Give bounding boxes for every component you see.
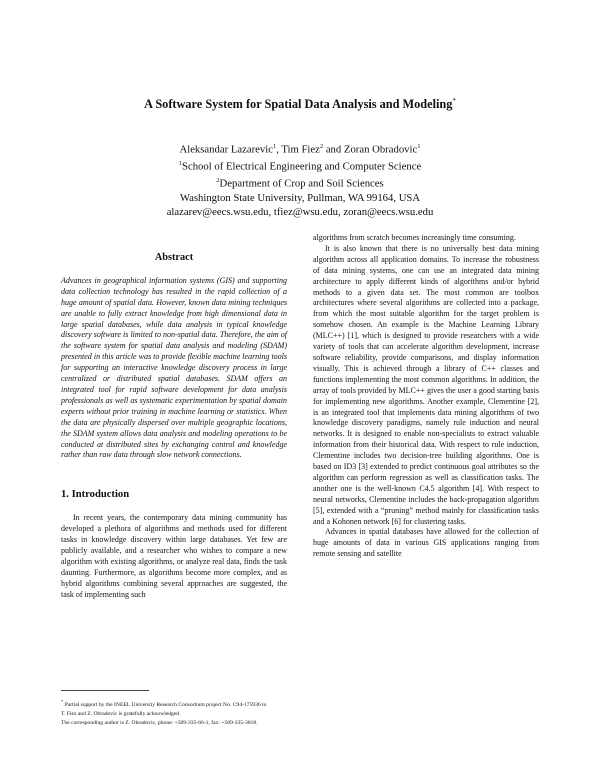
author-names <box>0 140 600 157</box>
introduction-heading: 1. Introduction <box>61 489 130 501</box>
author-emails: alazarev@eecs.wsu.edu, tfiez@wsu.edu, zoran@eecs.wsu.edu <box>166 205 434 218</box>
affiliation-1-text: School of Electrical Engineering and Computer Science <box>182 160 422 173</box>
footnote-line-1 <box>61 697 481 710</box>
university-address: Washington State University, Pullman, WA 99164, USA <box>179 191 421 204</box>
author-3-affiliation-mark: 1 <box>417 143 421 150</box>
abstract-heading: Abstract <box>154 252 194 263</box>
title-footnote-mark: * <box>452 97 456 105</box>
paper-title-text: A Software System for Spatial Data Analysis and Modeling <box>144 97 453 112</box>
affiliation-1-mark: 1 <box>178 159 183 167</box>
author-separator-1: , <box>276 143 282 156</box>
right-paragraph-3: Advances in spatial databases have allowed for the collection of huge amounts of data in various GIS applications ranging from remote sensing and satellite <box>313 527 539 559</box>
author-separator-2: and <box>323 143 344 156</box>
footnote-line-2: T. Fiez and Z. Obradovic is gratefully acknowledged. <box>61 710 181 717</box>
footnote-divider <box>61 690 149 691</box>
author-1-affiliation-mark: 1 <box>272 143 277 150</box>
author-3: Zoran Obradovic <box>343 143 418 156</box>
affiliation-1 <box>0 157 600 174</box>
author-2-affiliation-mark: 2 <box>319 143 324 150</box>
footnote-mark: * <box>61 699 64 704</box>
author-block <box>0 140 600 219</box>
footnote-line-3: The corresponding author is Z. Obradovic, phone: +509-335-66-1, fax: +509-335-3818. <box>61 719 258 726</box>
footnote-line-1-text: Partial support by the INEEL University Research Consortium project No. C94-175936 to <box>64 701 267 708</box>
left-column <box>61 253 287 600</box>
affiliation-2-mark: 2 <box>216 176 220 184</box>
footnotes <box>61 697 481 728</box>
paper-title <box>0 97 600 112</box>
introduction-paragraph-1: In recent years, the contemporary data mining community has developed a plethora of algorithms and methods used for different tasks in knowledge discovery within large databases. Yet few are publicly available, and a researcher who wishes to compare a new algorithm with existing algorithms, or analyze real data, finds the task daunting. Furthermore, as algorithms become more complex, and as hybrid algorithms combining several approaches are suggested, the task of implementing such <box>61 513 287 599</box>
right-column <box>313 233 539 560</box>
right-paragraph-1: algorithms from scratch becomes increasingly time consuming. <box>313 233 516 242</box>
affiliation-2 <box>0 174 600 191</box>
author-2: Tim Fiez <box>281 143 320 156</box>
abstract-text: Advances in geographical information systems (GIS) and supporting data collection technology has resulted in the rapid collection of a huge amount of spatial data. However, known data mining techniques are unable to fully extract knowledge from high dimensional data in large spatial databases, while data analysis in typical knowledge discovery software is limited to non-spatial data. Therefore, the aim of the software system for spatial data analysis and modeling (SDAM) presented in this article was to provide flexible machine learning tools for supporting an interactive knowledge discovery process in large centralized or distributed spatial databases. SDAM offers an integrated tool for rapid software development for data analysis professionals as well as systematic experimentation by spatial domain experts without prior training in machine learning or statistics. When the data are physically dispersed over multiple geographic locations, the SDAM system allows data analysis and modeling operations to be conducted at distributed sites by exchanging control and knowledge rather than raw data through slow network connections. <box>61 275 287 460</box>
affiliation-2-text: Department of Crop and Soil Sciences <box>219 177 384 190</box>
author-1: Aleksandar Lazarevic <box>179 143 273 156</box>
right-paragraph-2: It is also known that there is no universally best data mining algorithm across all application domains. To increase the robustness of data mining systems, one can use an integrated data mining architecture to apply different kinds of algorithms and/or hybrid methods to a given data set. The most common are toolbox architectures where several algorithms are collected into a package, from which the most suitable algorithm for the target problem is somehow chosen. An example is the Machine Learning Library (MLC++) [1], which is designed to provide researchers with a wide variety of tools that can accelerate algorithm development, increase software reliability, provide comparisons, and display information visually. This is achieved through a library of C++ classes and functions implementing the most common algorithms. In addition, the array of tools provided by MLC++ gives the user a good starting basis for implementing new algorithms. Another example, Clementine [2], is an integrated tool that implements data mining algorithms of two knowledge discovery paradigms, namely rule induction and neural networks. It is designed to enable non-specialists to extract valuable information from their historical data. With respect to rule induction, Clementine includes two decision-tree building algorithms. One is based on ID3 [3] extended to predict continuous goal attributes so the algorithm can perform regression as well as classification tasks. The another one is the well-known C4.5 algorithm [4]. With respect to neural networks, Clementine includes the back-propagation algorithm [5], extended with a “pruning” method mainly for classification tasks and a Kohonen network [6] for clustering tasks. <box>313 243 539 526</box>
